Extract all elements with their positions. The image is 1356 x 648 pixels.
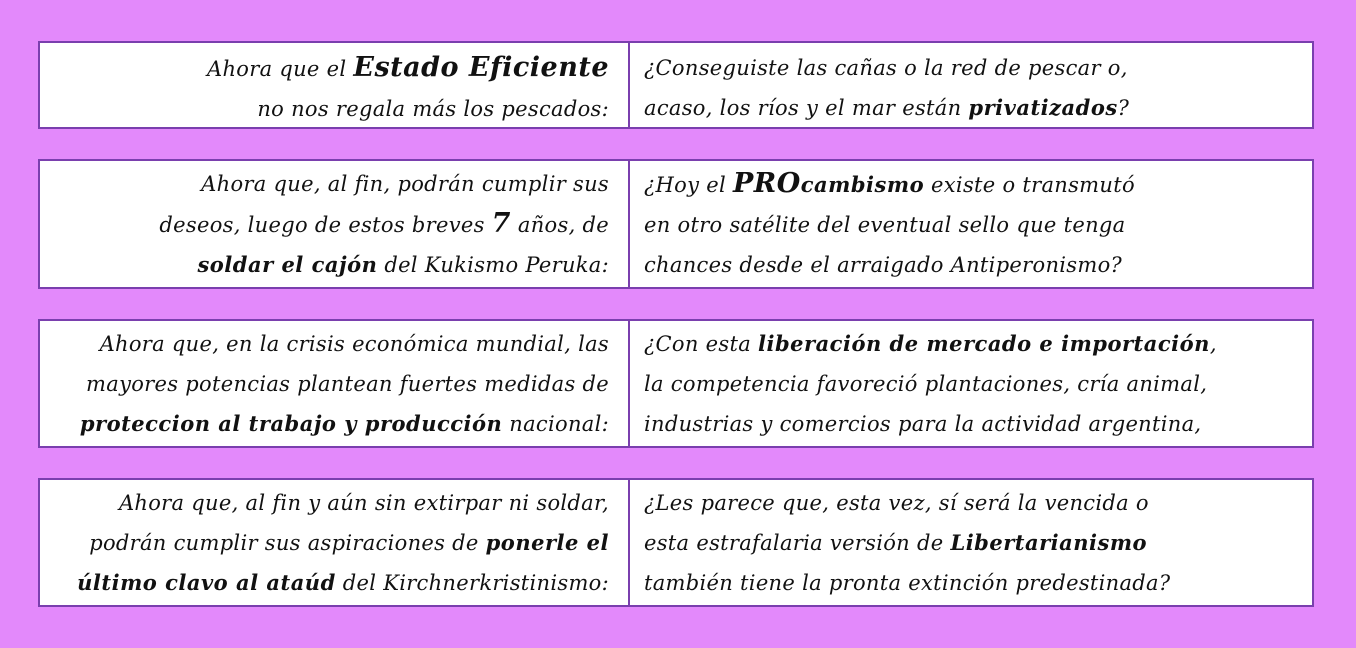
text-line: en otro satélite del eventual sello que tenga xyxy=(644,213,1126,237)
box-3-left-text xyxy=(40,321,630,446)
text-line: Ahora que, en la crisis económica mundial, las xyxy=(99,332,609,356)
highlight-estado-eficiente: Estado Eficiente xyxy=(353,52,609,83)
text-line: Ahora que, al fin y aún sin extirpar ni soldar, xyxy=(118,491,609,515)
box-4-left-text xyxy=(40,480,630,605)
highlight-pro: PRO xyxy=(732,168,801,199)
text-segment: ¿Hoy el xyxy=(644,173,733,197)
text-segment: del Kukismo Peruka: xyxy=(377,253,609,277)
text-line: la competencia favoreció plantaciones, cría animal, xyxy=(644,372,1208,396)
text-line: ¿Les parece que, esta vez, sí será la vencida o xyxy=(644,491,1149,515)
highlight-ponerle-el: ponerle el xyxy=(485,530,609,555)
box-1-left-text xyxy=(40,43,630,127)
text-segment: ¿Con esta xyxy=(644,332,759,356)
text-box-3 xyxy=(38,319,1314,448)
text-line: ¿Conseguiste las cañas o la red de pescar o, xyxy=(644,56,1128,80)
text-segment: Ahora que el xyxy=(207,57,354,81)
highlight-liberacion: liberación de mercado e importación xyxy=(758,331,1210,356)
highlight-soldar-el-cajon: soldar el cajón xyxy=(197,252,378,277)
text-line: industrias y comercios para la actividad argentina, xyxy=(644,412,1202,436)
text-segment: años, de xyxy=(510,213,609,237)
highlight-7: 7 xyxy=(491,208,511,239)
text-segment: existe o transmutó xyxy=(924,173,1135,197)
highlight-proteccion: proteccion al trabajo y producción xyxy=(79,411,503,436)
text-box-4 xyxy=(38,478,1314,607)
text-line: no nos regala más los pescados: xyxy=(257,97,609,121)
text-segment: ? xyxy=(1117,96,1130,120)
box-3-right-text xyxy=(630,321,1312,446)
box-4-right-text xyxy=(630,480,1312,605)
text-line: también tiene la pronta extinción predestinada? xyxy=(644,571,1171,595)
box-2-left-text xyxy=(40,161,630,287)
highlight-privatizados: privatizados xyxy=(968,95,1118,120)
text-box-2 xyxy=(38,159,1314,289)
text-segment: acaso, los ríos y el mar están xyxy=(644,96,969,120)
text-segment: esta estrafalaria versión de xyxy=(644,531,951,555)
text-segment: podrán cumplir sus aspiraciones de xyxy=(89,531,486,555)
text-segment: nacional: xyxy=(502,412,609,436)
highlight-cambismo: cambismo xyxy=(800,172,925,197)
highlight-ultimo-clavo: último clavo al ataúd xyxy=(77,570,336,595)
text-line: Ahora que, al fin, podrán cumplir sus xyxy=(201,172,609,196)
box-1-right-text xyxy=(630,43,1312,127)
text-line: mayores potencias plantean fuertes medidas de xyxy=(86,372,609,396)
text-segment: deseos, luego de estos breves xyxy=(159,213,492,237)
text-segment: del Kirchnerkristinismo: xyxy=(335,571,609,595)
text-box-1 xyxy=(38,41,1314,129)
box-2-right-text xyxy=(630,161,1312,287)
text-segment: , xyxy=(1209,332,1217,356)
text-line: chances desde el arraigado Antiperonismo? xyxy=(644,253,1123,277)
highlight-libertarianismo: Libertarianismo xyxy=(950,530,1148,555)
